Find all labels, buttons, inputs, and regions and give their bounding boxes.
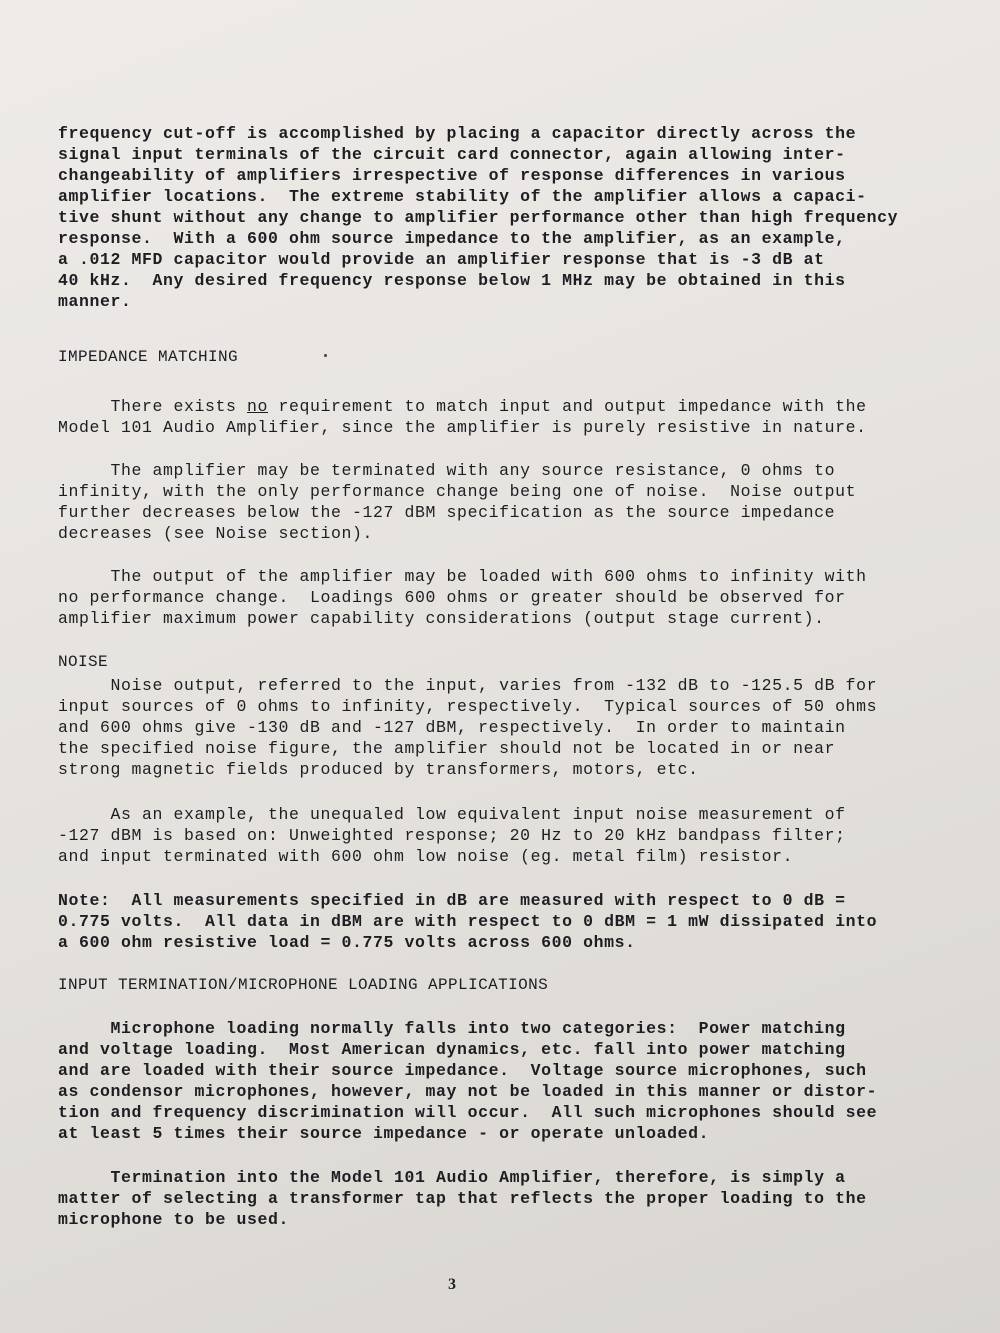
text-line: a 600 ohm resistive load = 0.775 volts across 600 ohms.: [58, 933, 636, 952]
text-line: response. With a 600 ohm source impedance to the amplifier, as an example,: [58, 229, 846, 248]
text-line: frequency cut-off is accomplished by placing a capacitor directly across the: [58, 124, 857, 143]
text-line: Termination into the Model 101 Audio Amplifier, therefore, is simply a: [58, 1168, 846, 1187]
section-heading-input-termination: INPUT TERMINATION/MICROPHONE LOADING APPLICATIONS: [58, 976, 549, 994]
text-line: and voltage loading. Most American dynamics, etc. fall into power matching: [58, 1040, 846, 1059]
page-number: 3: [448, 1276, 456, 1293]
text-line: strong magnetic fields produced by transformers, motors, etc.: [58, 760, 699, 779]
text-line: -127 dBM is based on: Unweighted response; 20 Hz to 20 kHz bandpass filter;: [58, 826, 846, 845]
text-line: Note: All measurements specified in dB are measured with respect to 0 dB =: [58, 891, 846, 910]
text-line: and 600 ohms give -130 dB and -127 dBM, respectively. In order to maintain: [58, 718, 846, 737]
text-line: Noise output, referred to the input, varies from -132 dB to -125.5 dB for: [58, 676, 878, 695]
text-line: a .012 MFD capacitor would provide an amplifier response that is -3 dB at: [58, 250, 825, 269]
section-heading-noise: NOISE: [58, 653, 109, 671]
text-line: microphone to be used.: [58, 1210, 290, 1229]
text-line: As an example, the unequaled low equivalent input noise measurement of: [58, 805, 846, 824]
text-line: [58, 397, 867, 417]
text-line: The amplifier may be terminated with any source resistance, 0 ohms to: [58, 461, 836, 480]
text-line: as condensor microphones, however, may not be loaded in this manner or distor-: [58, 1082, 878, 1101]
text-line: at least 5 times their source impedance - or operate unloaded.: [58, 1124, 710, 1143]
text-line: Microphone loading normally falls into two categories: Power matching: [58, 1019, 846, 1038]
emphasis-no: no: [247, 397, 269, 416]
text-span: requirement to match input and output impedance with the: [268, 397, 867, 416]
text-line: decreases (see Noise section).: [58, 524, 374, 543]
text-line: 40 kHz. Any desired frequency response below 1 MHz may be obtained in this: [58, 271, 846, 290]
text-line: tion and frequency discrimination will occur. All such microphones should see: [58, 1103, 878, 1122]
text-line: the specified noise figure, the amplifier should not be located in or near: [58, 739, 836, 758]
text-line: no performance change. Loadings 600 ohms or greater should be observed for: [58, 588, 846, 607]
text-line: further decreases below the -127 dBM specification as the source impedance: [58, 503, 836, 522]
text-line: signal input terminals of the circuit card connector, again allowing inter-: [58, 145, 846, 164]
paper-speck: [324, 354, 327, 357]
text-line: Model 101 Audio Amplifier, since the amplifier is purely resistive in nature.: [58, 418, 867, 437]
text-line: The output of the amplifier may be loaded with 600 ohms to infinity with: [58, 567, 867, 586]
text-line: tive shunt without any change to amplifier performance other than high frequency: [58, 208, 899, 227]
text-line: amplifier maximum power capability considerations (output stage current).: [58, 609, 825, 628]
text-line: changeability of amplifiers irrespective of response differences in various: [58, 166, 846, 185]
text-line: matter of selecting a transformer tap that reflects the proper loading to the: [58, 1189, 867, 1208]
section-heading-impedance: IMPEDANCE MATCHING: [58, 348, 239, 366]
text-line: input sources of 0 ohms to infinity, respectively. Typical sources of 50 ohms: [58, 697, 878, 716]
text-span: There exists: [58, 397, 248, 416]
text-line: infinity, with the only performance change being one of noise. Noise output: [58, 482, 857, 501]
text-line: amplifier locations. The extreme stability of the amplifier allows a capaci-: [58, 187, 867, 206]
text-line: and input terminated with 600 ohm low noise (eg. metal film) resistor.: [58, 847, 794, 866]
text-line: and are loaded with their source impedance. Voltage source microphones, such: [58, 1061, 867, 1080]
text-line: manner.: [58, 292, 132, 311]
text-line: 0.775 volts. All data in dBM are with respect to 0 dBM = 1 mW dissipated into: [58, 912, 878, 931]
